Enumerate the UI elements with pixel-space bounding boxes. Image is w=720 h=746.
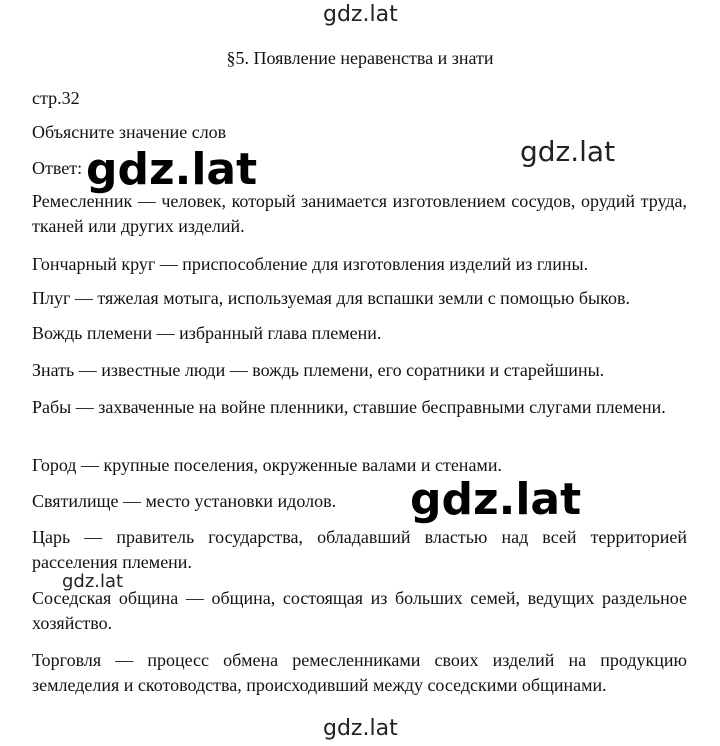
watermark-large-center: gdz.lat — [410, 474, 582, 525]
definition-item: Город — крупные поселения, окруженные валами и стенами. — [32, 455, 502, 475]
definition-item: Соседская община — община, состоящая из больших семей, ведущих раздельное хозяйство. — [32, 588, 687, 633]
watermark-large-left: gdz.lat — [86, 144, 258, 195]
definition-item: Знать — известные люди — вождь племени, его соратники и старейшины. — [32, 360, 605, 380]
definition-item: Плуг — тяжелая мотыга, используемая для вспашки земли с помощью быков. — [32, 288, 630, 308]
page-reference: стр.32 — [32, 88, 80, 108]
page-title: §5. Появление неравенства и знати — [226, 48, 494, 68]
task-text: Объясните значение слов — [32, 122, 227, 142]
watermark-bottom: gdz.lat — [323, 716, 398, 741]
definition-item: Святилище — место установки идолов. — [32, 491, 337, 511]
definition-item: Царь — правитель государства, обладавший властью над всей территорией расселения племени. — [32, 527, 687, 572]
definition-item: Гончарный круг — приспособление для изготовления изделий из глины. — [32, 254, 589, 274]
definition-item: Торговля — процесс обмена ремесленниками своих изделий на продукцию земледелия и скотоводства, происходивший между соседскими общинами. — [32, 650, 687, 695]
definition-item: Вождь племени — избранный глава племени. — [32, 323, 382, 343]
answer-label: Ответ: — [32, 158, 83, 178]
watermark-right: gdz.lat — [520, 135, 616, 168]
watermark-small-left: gdz.lat — [62, 571, 124, 592]
definition-item: Рабы — захваченные на войне пленники, ставшие бесправными слугами племени. — [32, 397, 666, 417]
definition-item: Ремесленник — человек, который занимается изготовлением сосудов, орудий труда, тканей или других изделий. — [32, 191, 687, 236]
watermark-top: gdz.lat — [323, 2, 398, 27]
